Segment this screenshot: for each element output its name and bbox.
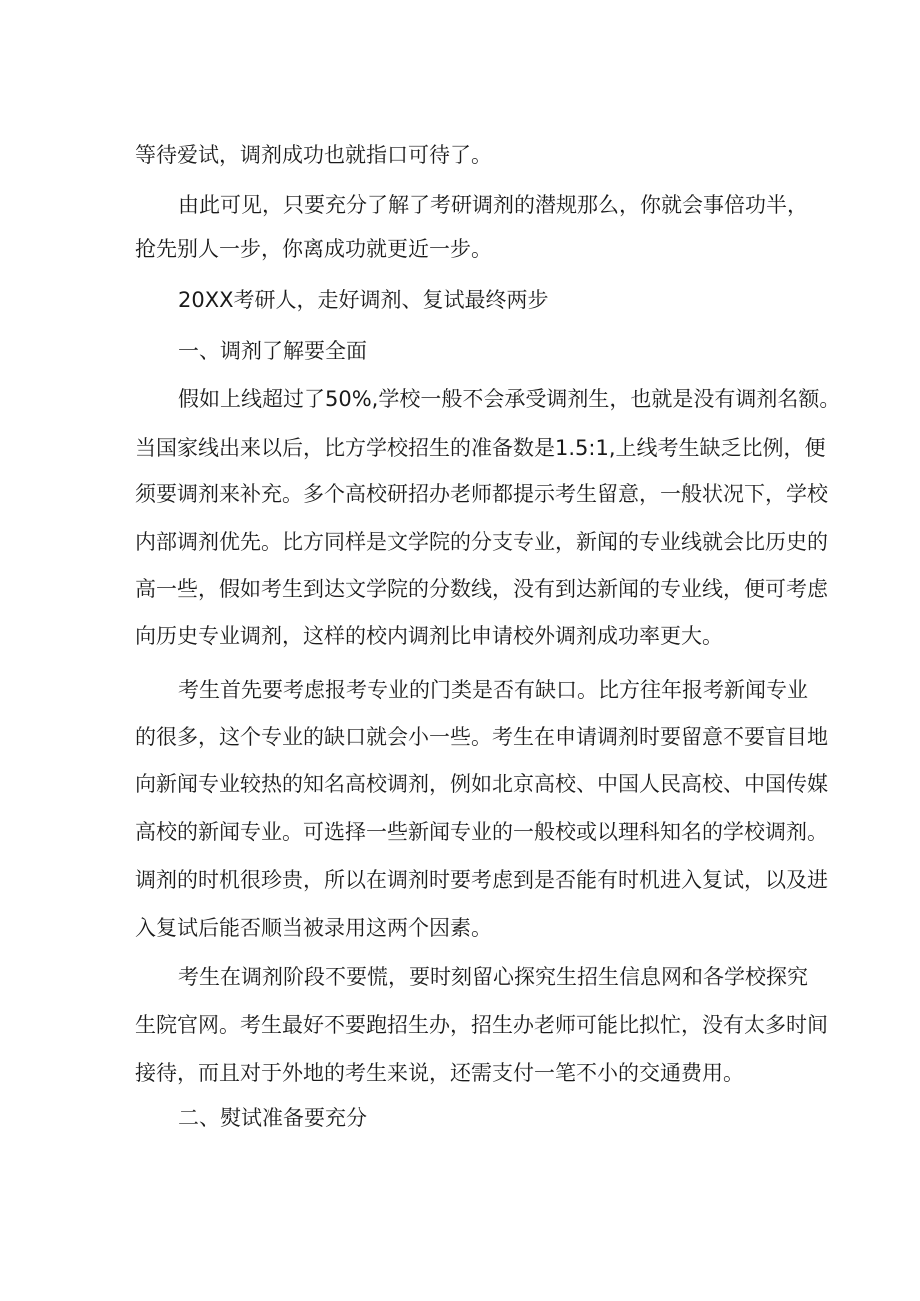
text-line: 等待爱试，调剂成功也就指口可待了。: [135, 143, 492, 167]
text-line: 向新闻专业较热的知名高校调剂，例如北京高校、中国人民高校、中国传媒: [135, 772, 828, 796]
text-line: 考生首先要考虑报考专业的门类是否有缺口。比方往年报考新闻专业: [178, 678, 808, 702]
text-line: 接待，而且对于外地的考生来说，还需支付一笔不小的交通费用。: [135, 1061, 744, 1085]
text-line: 由此可见，只要充分了解了考研调剂的潜规那么，你就会事倍功半，: [178, 193, 808, 217]
text-line: 抢先别人一步，你离成功就更近一步。: [135, 237, 492, 261]
text-line: 入复试后能否顺当被录用这两个因素。: [135, 916, 492, 940]
text-line: 一、调剂了解要全面: [178, 339, 367, 363]
text-line: 二、熨试准备要充分: [178, 1106, 367, 1130]
text-line: 高校的新闻专业。可选择一些新闻专业的一般校或以理科知名的学校调剂。: [135, 820, 828, 844]
text-line: 生院官网。考生最好不要跑招生办，招生办老师可能比拟忙，没有太多时间: [135, 1013, 828, 1037]
text-line: 考生在调剂阶段不要慌，要时刻留心探究生招生信息网和各学校探究: [178, 965, 808, 989]
text-line: 内部调剂优先。比方同样是文学院的分支专业，新闻的专业线就会比历史的: [135, 530, 828, 554]
text-line: 调剂的时机很珍贵，所以在调剂时要考虑到是否能有时机进入复试，以及进: [135, 868, 828, 892]
text-line: 向历史专业调剂，这样的校内调剂比申请校外调剂成功率更大。: [135, 624, 723, 648]
text-line: 高一些，假如考生到达文学院的分数线，没有到达新闻的专业线，便可考虑: [135, 577, 828, 601]
text-line: 的很多，这个专业的缺口就会小一些。考生在申请调剂时要留意不要盲目地: [135, 725, 828, 749]
text-line: 须要调剂来补充。多个高校研招办老师都提示考生留意，一般状况下，学校: [135, 482, 828, 506]
text-line: 20XX考研人，走好调剂、复试最终两步: [178, 288, 549, 312]
text-line: 假如上线超过了50%,学校一般不会承受调剂生，也就是没有调剂名额。: [178, 387, 841, 411]
text-line: 当国家线出来以后，比方学校招生的准备数是1.5:1,上线考生缺乏比例，便: [135, 436, 826, 460]
